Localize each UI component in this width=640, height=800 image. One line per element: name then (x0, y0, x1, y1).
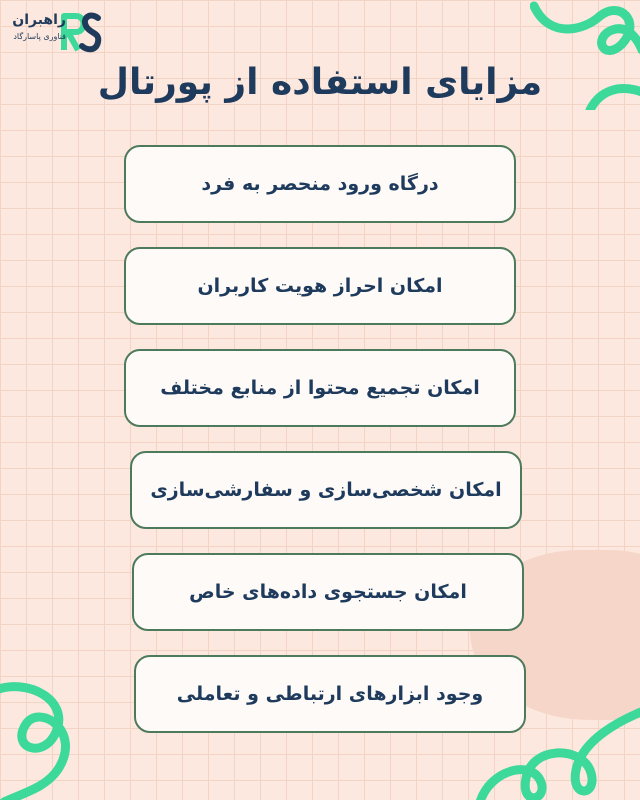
benefit-card-label: امکان شخصی‌سازی و سفارشی‌سازی (150, 479, 502, 501)
page-title: مزایای استفاده از پورتال (97, 62, 543, 103)
benefit-card-label: امکان احراز هویت کاربران (197, 275, 443, 297)
benefit-card-label: امکان جستجوی داده‌های خاص (189, 581, 467, 603)
benefit-card-label: امکان تجمیع محتوا از منابع مختلف (160, 377, 480, 399)
benefit-card (124, 145, 516, 223)
benefit-card (132, 553, 524, 631)
company-logo (6, 8, 106, 58)
benefit-card (130, 451, 522, 529)
rs-logo-icon (60, 10, 102, 54)
logo-subtitle: فناوری پاسارگاد (13, 32, 66, 41)
benefit-card (124, 349, 516, 427)
benefit-card (124, 247, 516, 325)
benefit-card (134, 655, 526, 733)
benefit-card-label: درگاه ورود منحصر به فرد (201, 173, 439, 195)
squiggle-bottom-left-decoration (0, 670, 90, 800)
logo-name: راهبران (12, 12, 66, 28)
benefit-card-label: وجود ابزارهای ارتباطی و تعاملی (176, 683, 484, 705)
